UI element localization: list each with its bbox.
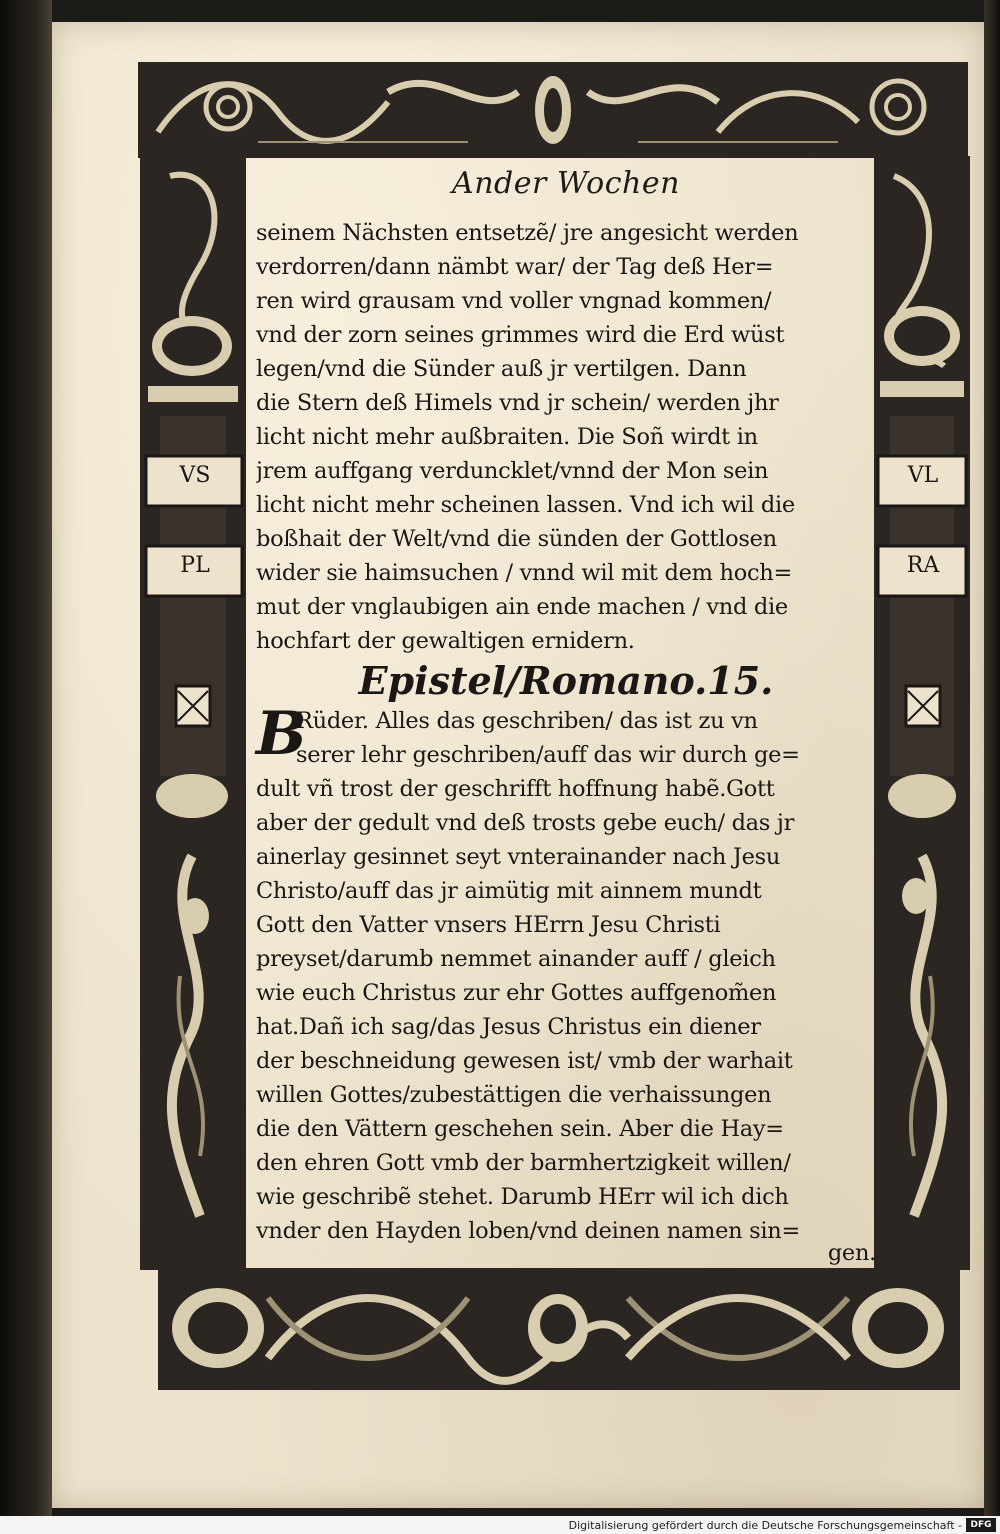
right-pillar-label-top: VL bbox=[882, 460, 964, 496]
text-line: preyset/darumb nemmet ainander auff / gleich bbox=[256, 946, 776, 972]
woodcut-border-bottom bbox=[158, 1268, 960, 1390]
text-line: boßhait der Welt/vnd die sünden der Gottlosen bbox=[256, 526, 777, 552]
book-binding-edge bbox=[0, 0, 52, 1534]
text-line: licht nicht mehr außbraiten. Die Soñ wirdt in bbox=[256, 424, 758, 450]
text-line: die Stern deß Himels vnd jr schein/ werden jhr bbox=[256, 390, 779, 416]
text-line: aber der gedult vnd deß trosts gebe euch/ das jr bbox=[256, 810, 795, 836]
text-line: verdorren/dann nämbt war/ der Tag deß Her= bbox=[256, 254, 774, 280]
text-line: die den Vättern geschehen sein. Aber die Hay= bbox=[256, 1116, 784, 1142]
text-line: legen/vnd die Sünder auß jr vertilgen. Dann bbox=[256, 356, 747, 382]
text-line: wider sie haimsuchen / vnnd wil mit dem hoch= bbox=[256, 560, 793, 586]
text-line: hat.Dañ ich sag/das Jesus Christus ein diener bbox=[256, 1014, 761, 1040]
text-line: Gott den Vatter vnsers HErrn Jesu Christi bbox=[256, 912, 721, 938]
section-heading: Epistel/Romano.15. bbox=[358, 658, 774, 703]
text-line: wie geschribẽ stehet. Darumb HErr wil ich dich bbox=[256, 1184, 789, 1210]
left-pillar-label-bottom: PL bbox=[150, 550, 240, 586]
dfg-logo: DFG bbox=[966, 1518, 996, 1532]
text-line: vnder den Hayden loben/vnd deinen namen sin= bbox=[256, 1218, 801, 1244]
text-line: ainerlay gesinnet seyt vnterainander nach Jesu bbox=[256, 844, 781, 870]
text-line: vnd der zorn seines grimmes wird die Erd wüst bbox=[256, 322, 785, 348]
woodcut-border-right bbox=[874, 156, 970, 1270]
woodcut-border-left bbox=[140, 156, 246, 1270]
initial-letter: B bbox=[256, 699, 307, 769]
text-line: wie euch Christus zur ehr Gottes auffgenom̃en bbox=[256, 980, 777, 1006]
book-right-edge bbox=[984, 0, 1000, 1534]
left-pillar-label-top: VS bbox=[150, 460, 240, 496]
text-line: jrem auffgang verduncklet/vnnd der Mon sein bbox=[256, 458, 769, 484]
text-line: ren wird grausam vnd voller vngnad kommen/ bbox=[256, 288, 772, 314]
text-line: willen Gottes/zubestättigen die verhaissungen bbox=[256, 1082, 772, 1108]
woodcut-border-top bbox=[138, 62, 968, 158]
text-line: hochfart der gewaltigen ernidern. bbox=[256, 628, 635, 654]
text-line: mut der vnglaubigen ain ende machen / vnd die bbox=[256, 594, 788, 620]
text-line: dult vñ trost der geschrifft hoffnung habẽ.Gott bbox=[256, 776, 775, 802]
text-line: Rüder. Alles das geschriben/ das ist zu vn bbox=[296, 708, 758, 734]
text-line: seinem Nächsten entsetzẽ/ jre angesicht werden bbox=[256, 220, 799, 246]
text-line: Christo/auff das jr aimütig mit ainnem mundt bbox=[256, 878, 762, 904]
text-line: licht nicht mehr scheinen lassen. Vnd ich wil die bbox=[256, 492, 795, 518]
right-pillar-label-bottom: RA bbox=[882, 550, 964, 586]
page-text-block bbox=[256, 158, 876, 1266]
running-head: Ander Wochen bbox=[452, 166, 680, 201]
text-line: gen. bbox=[827, 1240, 876, 1266]
text-line: der beschneidung gewesen ist/ vmb der warhait bbox=[256, 1048, 793, 1074]
text-line: serer lehr geschriben/auff das wir durch ge= bbox=[296, 742, 800, 768]
text-line: den ehren Gott vmb der barmhertzigkeit willen/ bbox=[256, 1150, 791, 1176]
footer-credit: Digitalisierung gefördert durch die Deutsche Forschungsgemeinschaft - bbox=[568, 1519, 962, 1532]
